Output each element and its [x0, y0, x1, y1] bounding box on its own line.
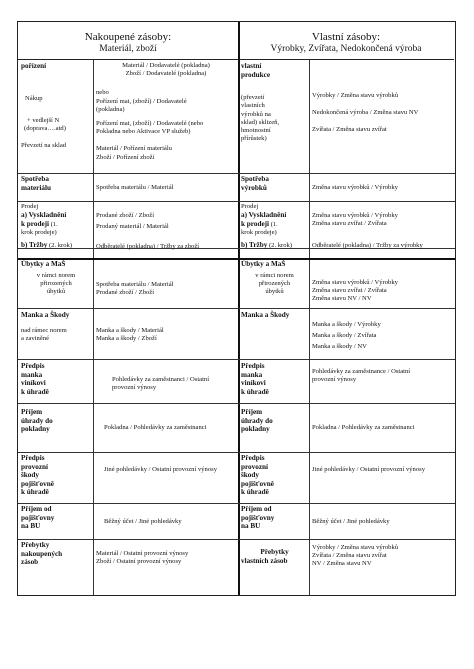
row-label: manka: [21, 370, 43, 379]
right-pojistovne-entry: Jiné pohledávky / Ostatní provozní výnosy: [312, 466, 425, 473]
row-note: vlastních: [241, 102, 265, 110]
row-note: + vedlejší N: [27, 116, 60, 124]
row-label: vlastních zásob: [241, 556, 288, 565]
row-label: manka: [241, 370, 263, 379]
row-note: přirozených: [40, 279, 72, 287]
row-label: pořízení: [21, 62, 47, 70]
row-label: pojišťovně: [21, 479, 54, 488]
row-label: Úbytky a MaŠ: [21, 260, 66, 268]
row-label: provozní: [241, 462, 269, 471]
entry: Zboží / Ostatní provozní výnosy: [96, 558, 182, 566]
entry: Odběratelé (pokladna) / Tržby za výrobky: [312, 242, 423, 250]
entry: Pořízení mat, (zboží) / Dodavatelé: [96, 97, 187, 105]
row-note: a zaviněné: [21, 334, 50, 342]
right-porizeni-entries: [312, 62, 452, 135]
left-ubytky-label: [21, 260, 91, 296]
entry: Zvířata / Změna stavu zvířat: [312, 126, 387, 134]
row-label: viníkovi: [241, 379, 266, 388]
row-note: krok prodeje): [21, 229, 57, 236]
row-divider: [18, 173, 455, 174]
entry: Pokladna nebo Aktivace VP služeb): [96, 128, 191, 136]
row-label: materiálu: [21, 183, 51, 192]
right-pojistovne-label: [241, 454, 308, 497]
row-label: a) Vyskladnění: [21, 211, 67, 220]
accounting-table: [17, 21, 456, 596]
entry: Pohledávky za zaměstnanci / Ostatní: [112, 376, 210, 383]
right-prebytky-label: [241, 548, 308, 565]
entry: Materiál / Pořízení materiálu: [96, 145, 172, 153]
entry: provozní výnosy: [112, 384, 157, 392]
row-label: k úhradě: [241, 387, 269, 396]
entry: Nedokončená výroba / Změna stavu NV: [312, 109, 419, 117]
row-divider: [18, 359, 455, 360]
entry: Manka a škody / Zvířata: [312, 332, 377, 340]
row-label: Přebytky: [21, 541, 50, 549]
left-prebytky-entries: [96, 550, 236, 566]
entry: Pohledávky za zaměstnance / Ostatní: [312, 368, 411, 375]
left-predpis-entries: [112, 376, 236, 392]
left-predpis-label: [21, 362, 91, 396]
row-note: nad rámec norem: [21, 326, 67, 334]
header-purchased-stock: [18, 22, 238, 60]
row-label: k úhradě: [21, 488, 49, 497]
row-label: Příjem od: [21, 505, 52, 513]
row-label: Příjem: [21, 408, 43, 416]
row-label: pojišťovny: [241, 513, 275, 522]
entry: Změna stavu výrobků / Výrobky: [312, 279, 398, 286]
row-label: Předpis: [241, 362, 265, 370]
left-prijem-entry: Pokladna / Pohledávky za zaměstnanci: [104, 424, 207, 431]
row-label: Přebytky: [260, 548, 289, 556]
entry: Prodané zboží / Zboží: [96, 212, 155, 219]
row-label: Příjem: [241, 408, 263, 416]
row-note: sklad) sklizeň,: [241, 118, 280, 126]
entry: Zvířata / Změna stavu zvířat: [312, 552, 387, 560]
row-label: Předpis: [21, 454, 45, 462]
row-label: Manka a Škody: [21, 311, 70, 319]
row-note: (1.: [270, 220, 278, 228]
row-label: Manka a Škody: [241, 311, 290, 319]
entry: Materiál / Dodavatelé (pokladna): [122, 62, 210, 69]
row-label: Spotřeba: [21, 175, 49, 183]
entry: Prodaný materiál / Materiál: [96, 223, 169, 231]
entry: (pokladna): [96, 105, 125, 113]
column-divider-right: [309, 60, 310, 595]
entry: Zboží / Dodavatelé (pokladna): [125, 70, 207, 78]
right-manka-entries: [312, 311, 452, 352]
row-label: b) Tržby: [241, 241, 268, 250]
left-ubytky-entries: [96, 260, 236, 297]
row-label: škody: [21, 471, 39, 480]
row-label: zásob: [21, 558, 39, 567]
row-label: pojišťovny: [21, 513, 55, 522]
row-label: vlastní: [241, 62, 262, 70]
row-note: Prodej: [21, 203, 39, 210]
right-predpis-entries: [312, 368, 452, 384]
header-right-subtitle: Výrobky, Zvířata, Nedokončená výroba: [270, 44, 422, 54]
row-label: pokladny: [241, 425, 270, 434]
row-label: Příjem od: [241, 505, 272, 513]
left-manka-label: [21, 311, 91, 343]
entry: Manka a škody / Výrobky: [312, 321, 381, 328]
row-label: na BU: [21, 522, 41, 531]
row-label: viníkovi: [21, 379, 46, 388]
left-prodej-label: [21, 203, 93, 250]
left-manka-entries: [96, 311, 236, 343]
row-label: k prodeji: [21, 219, 50, 228]
row-label: a) Vyskladnění: [241, 211, 287, 220]
row-note: Převzetí na sklad: [21, 142, 67, 150]
entry: provozní výnosy: [312, 376, 357, 384]
row-note: hmotnostní: [241, 127, 271, 134]
row-label: Předpis: [21, 362, 45, 370]
right-ubytky-label: [241, 260, 308, 296]
header-right-title: Vlastní zásoby:: [311, 31, 381, 43]
row-note: (převzetí: [241, 94, 265, 102]
row-label: pokladny: [21, 425, 50, 434]
entry: NV / Změna stavu NV: [312, 560, 372, 568]
row-label: úhrady do: [241, 416, 273, 425]
column-divider-left: [93, 60, 94, 595]
row-label: Spotřeba: [241, 175, 269, 183]
entry: Změna stavu výrobků / Výrobky: [312, 212, 398, 219]
row-divider: [18, 539, 455, 540]
right-spotreba-entry: Změna stavu výrobků / Výrobky: [312, 184, 398, 191]
row-label: k úhradě: [21, 387, 49, 396]
right-prijem-entry: Pokladna / Pohledávky za zaměstnanci: [312, 424, 415, 431]
entry: Změna stavu zvířat / Zvířata: [312, 220, 387, 228]
row-note: úbytků: [265, 288, 284, 295]
entry: Materiál / Ostatní provozní výnosy: [96, 550, 189, 557]
row-divider: [18, 503, 455, 504]
row-label: úhrady do: [21, 416, 53, 425]
entry: Odběratelé (pokladna) / Tržby za zboží: [96, 243, 200, 251]
row-label: Úbytky a MaŠ: [241, 260, 286, 268]
row-note: (doprava….atd): [24, 125, 66, 132]
row-note: (2. krok): [268, 242, 293, 250]
row-divider: [18, 308, 455, 309]
row-label: škody: [241, 471, 259, 480]
left-porizeni-entries: [96, 62, 236, 162]
left-prebytky-label: [21, 541, 91, 567]
row-divider: [18, 452, 455, 453]
right-prodej-label: [241, 203, 309, 250]
right-prijem-label: [241, 408, 308, 434]
row-note: v rámci norem: [36, 271, 76, 279]
entry: Pořízení mat, (zboží) / Dodavatelé (nebo: [96, 120, 204, 128]
entry: Spotřeba materiálu / Materiál: [96, 281, 174, 288]
row-note: krok prodeje): [241, 229, 277, 236]
row-divider: [18, 403, 455, 404]
row-label: Předpis: [241, 454, 265, 462]
row-note: (2. krok): [48, 242, 73, 250]
row-label: nakoupených: [21, 549, 63, 558]
row-note: přírůstek): [241, 135, 267, 143]
right-porizeni-label-cell: [241, 62, 308, 143]
row-label: na BU: [241, 522, 261, 531]
left-spotreba-label: [21, 175, 91, 192]
row-label: pojišťovně: [241, 479, 274, 488]
entry: Změna stavu zvířat / Zvířata: [312, 287, 387, 295]
right-prebytky-entries: [312, 544, 452, 569]
entry: Výrobky / Změna stavu výrobků: [312, 544, 399, 551]
right-prodej-entries: [312, 203, 452, 251]
right-bu-entry: Běžný účet / Jiné pohledávky: [312, 518, 390, 525]
row-note: přirozených: [258, 279, 291, 287]
row-note: (1.: [50, 220, 58, 228]
left-bu-label: [21, 505, 91, 531]
entry: Manka a škody / NV: [312, 343, 367, 351]
row-note: úbytků: [46, 288, 66, 295]
left-pojistovne-entry: Jiné pohledávky / Ostatní provozní výnosy: [104, 466, 217, 473]
entry: Změna stavu NV / NV: [312, 295, 372, 303]
header-left-subtitle: Materiál, zboží: [99, 44, 157, 54]
right-predpis-label: [241, 362, 308, 396]
header-left-title: Nakoupené zásoby:: [84, 31, 172, 43]
row-note: Nákup: [25, 94, 43, 102]
entry: nebo: [96, 89, 109, 97]
left-pojistovne-label: [21, 454, 91, 497]
entry: Manka a škody / Zboží: [96, 335, 157, 343]
left-porizeni-label-cell: [21, 62, 91, 150]
entry: Zboží / Pořízení zboží: [96, 153, 155, 161]
row-label: produkce: [241, 70, 271, 79]
header-own-stock: [238, 22, 454, 60]
right-spotreba-label: [241, 175, 308, 192]
right-ubytky-entries: [312, 260, 452, 304]
entry: Prodané zboží / Zboží: [96, 289, 155, 297]
right-bu-label: [241, 505, 308, 531]
row-label: b) Tržby: [21, 241, 48, 250]
left-prijem-label: [21, 408, 91, 434]
right-manka-label: [241, 311, 308, 320]
row-note: výrobků na: [241, 110, 271, 118]
row-label: k prodeji: [241, 219, 270, 228]
left-bu-entry: Běžný účet / Jiné pohledávky: [104, 518, 182, 525]
entry: Manka a škody / Materiál: [96, 327, 164, 334]
row-note: Prodej: [241, 203, 259, 210]
left-spotreba-entry: Spotřeba materiálu / Materiál: [96, 184, 174, 191]
row-label: provozní: [21, 462, 49, 471]
entry: Výrobky / Změna stavu výrobků: [312, 92, 399, 99]
left-prodej-entries: [96, 203, 236, 252]
row-label: výrobků: [241, 183, 267, 192]
row-note: v rámci norem: [255, 271, 294, 279]
row-divider: [18, 201, 455, 202]
row-label: k úhradě: [241, 488, 269, 497]
